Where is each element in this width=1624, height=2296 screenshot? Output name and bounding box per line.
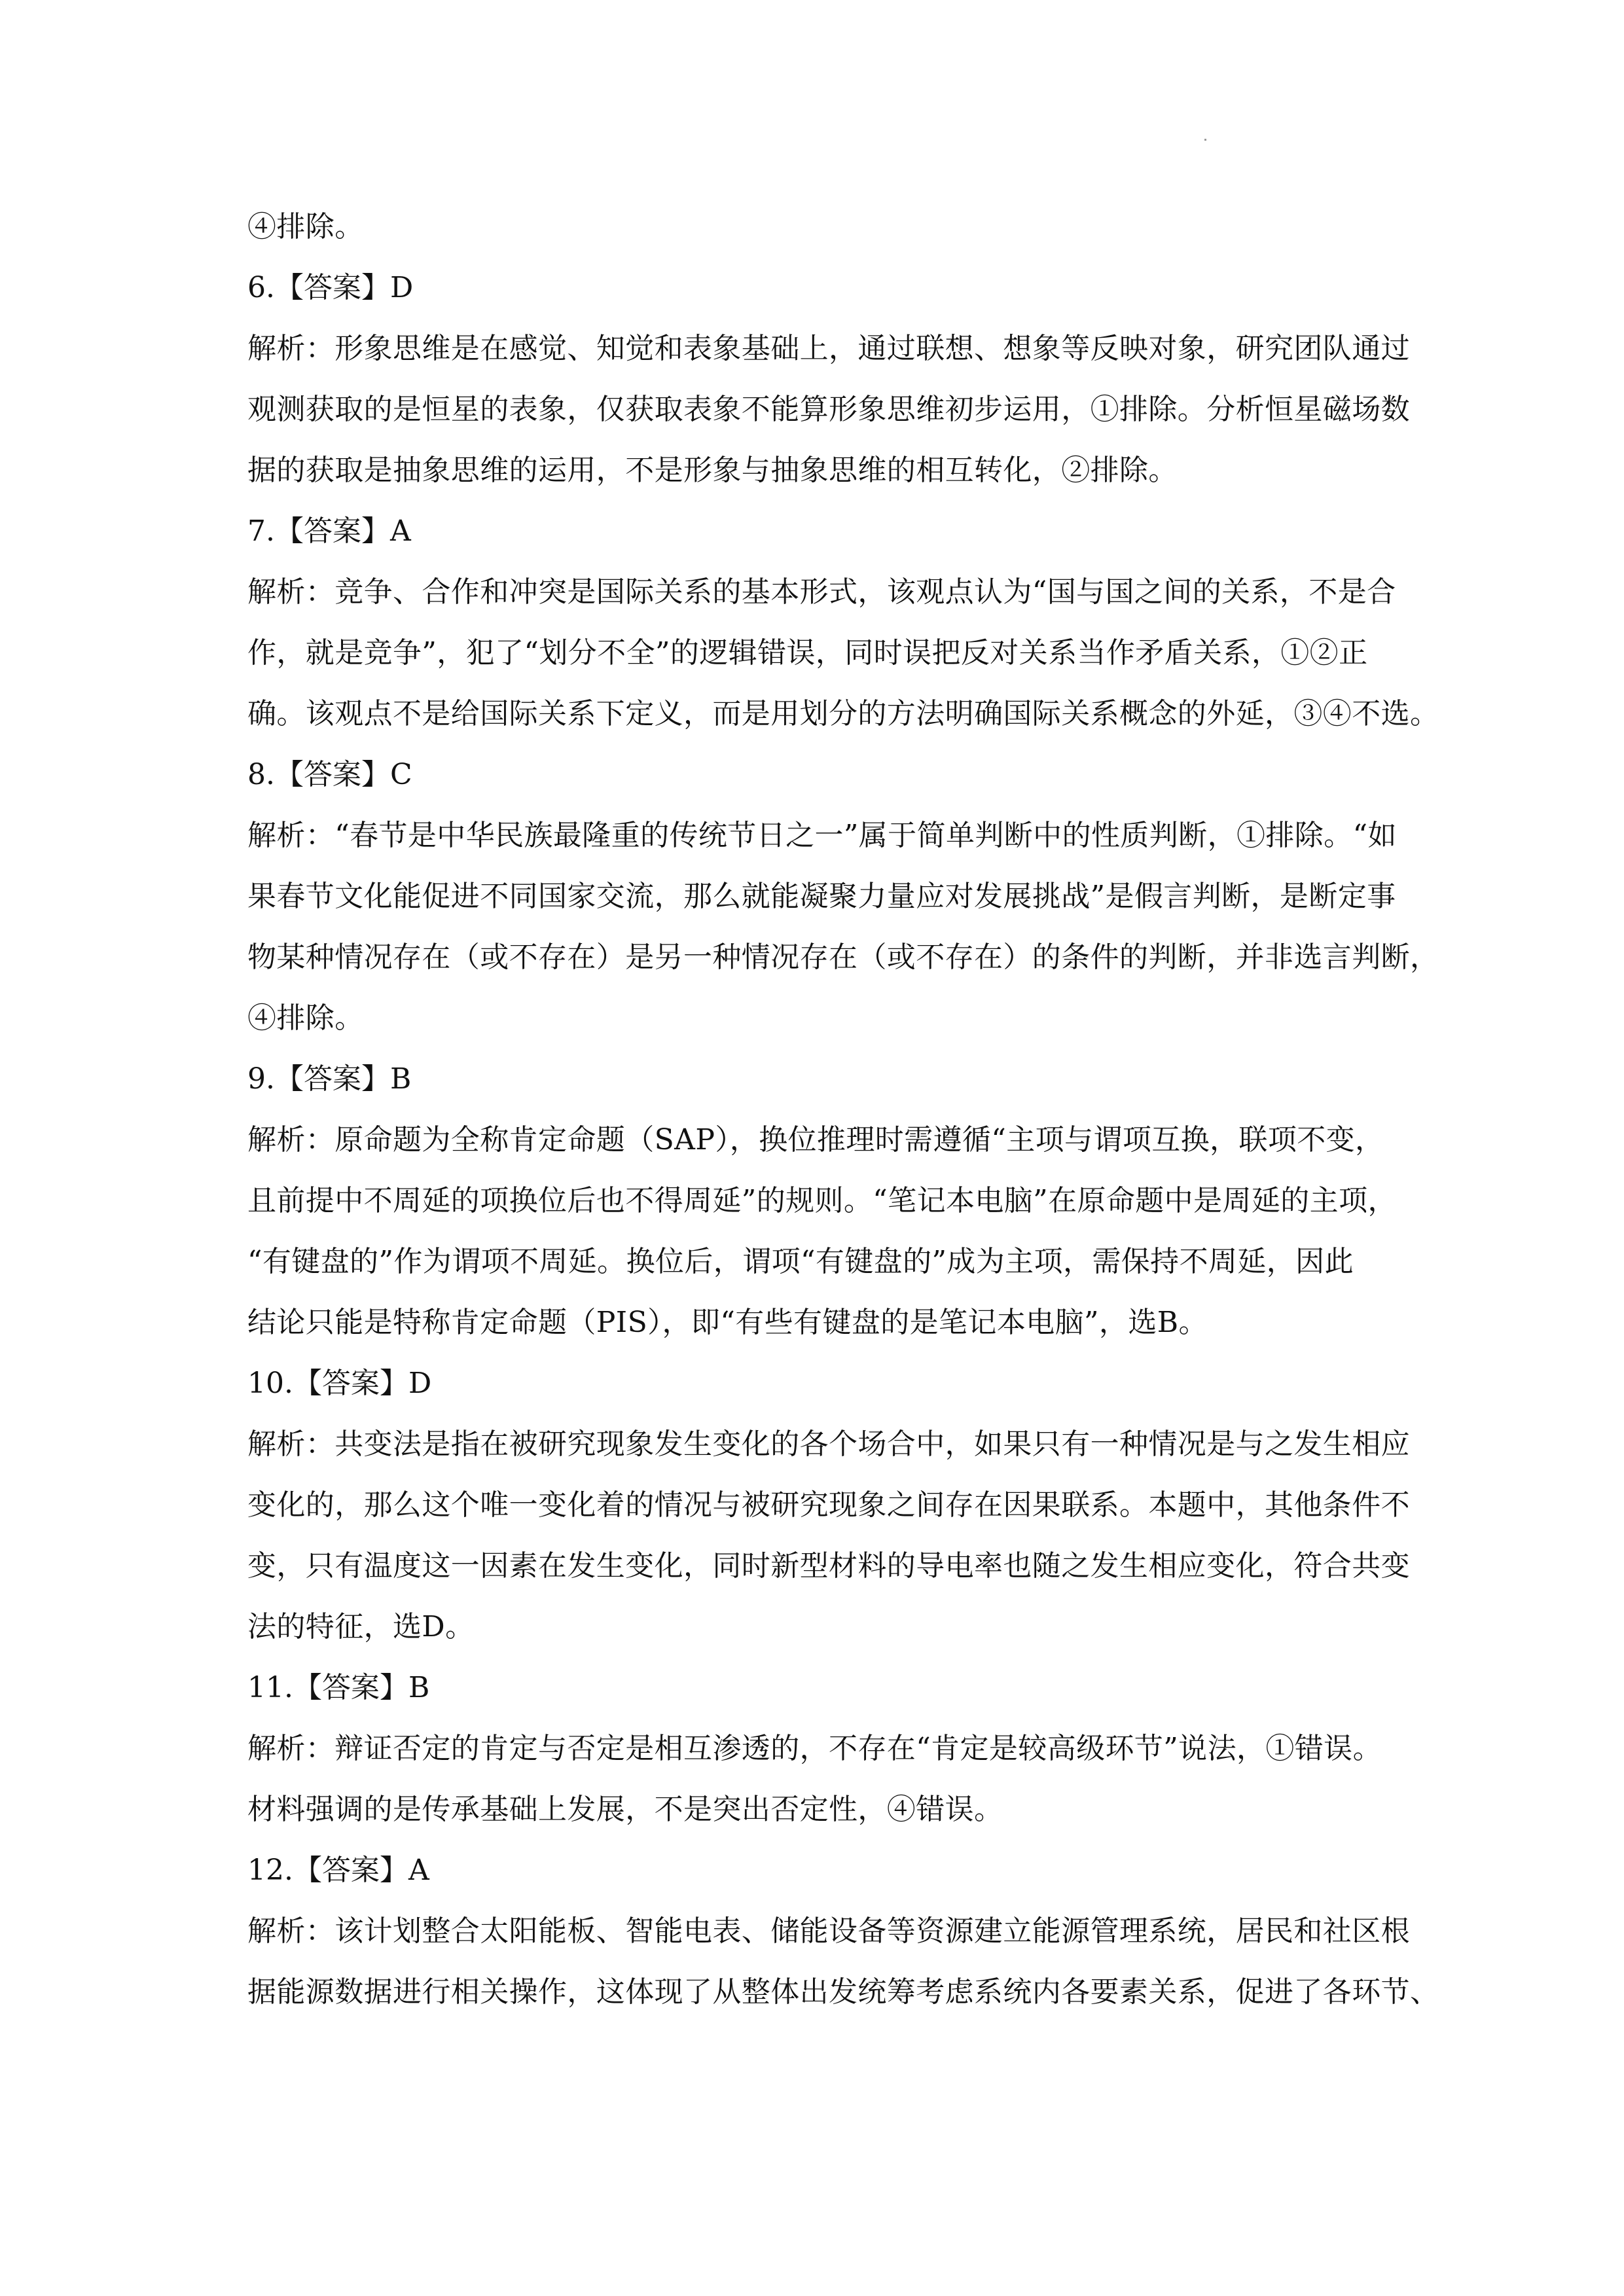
answer-heading: 8.【答案】C: [247, 758, 412, 791]
answer-heading: 6.【答案】D: [247, 271, 414, 304]
explanation-line: 果春节文化能促进不同国家交流，那么就能凝聚力量应对发展挑战”是假言判断，是断定事: [247, 880, 1396, 913]
explanation-line: ④排除。: [247, 1001, 364, 1035]
explanation-line: ④排除。: [247, 210, 364, 243]
explanation-line: 解析：该计划整合太阳能板、智能电表、储能设备等资源建立能源管理系统，居民和社区根: [247, 1914, 1410, 1948]
explanation-line: 物某种情况存在（或不存在）是另一种情况存在（或不存在）的条件的判断，并非选言判断，: [247, 941, 1439, 974]
scan-speck: [1204, 139, 1206, 141]
explanation-line: 确。该观点不是给国际关系下定义，而是用划分的方法明确国际关系概念的外延，③④不选。: [247, 697, 1439, 730]
answer-heading: 12.【答案】A: [247, 1854, 429, 1887]
explanation-line: 解析：形象思维是在感觉、知觉和表象基础上，通过联想、想象等反映对象，研究团队通过: [247, 332, 1410, 365]
answer-heading: 10.【答案】D: [247, 1367, 432, 1400]
document-page: [247, 196, 1439, 2022]
explanation-line: 解析：共变法是指在被研究现象发生变化的各个场合中，如果只有一种情况是与之发生相应: [247, 1427, 1410, 1461]
explanation-line: 解析：“春节是中华民族最隆重的传统节日之一”属于简单判断中的性质判断，①排除。“如: [247, 819, 1397, 852]
explanation-line: 材料强调的是传承基础上发展，不是突出否定性，④错误。: [247, 1793, 1003, 1826]
answer-heading: 7.【答案】A: [247, 514, 411, 548]
explanation-line: 据能源数据进行相关操作，这体现了从整体出发统筹考虑系统内各要素关系，促进了各环节、: [247, 1975, 1439, 2009]
answer-heading: 9.【答案】B: [247, 1062, 412, 1096]
explanation-line: 变化的，那么这个唯一变化着的情况与被研究现象之间存在因果联系。本题中，其他条件不: [247, 1488, 1410, 1522]
explanation-line: 解析：竞争、合作和冲突是国际关系的基本形式，该观点认为“国与国之间的关系，不是合: [247, 575, 1396, 609]
explanation-line: 观测获取的是恒星的表象，仅获取表象不能算形象思维初步运用，①排除。分析恒星磁场数: [247, 393, 1410, 426]
explanation-line: 解析：辩证否定的肯定与否定是相互渗透的，不存在“肯定是较高级环节”说法，①错误。: [247, 1732, 1382, 1765]
explanation-line: 解析：原命题为全称肯定命题（SAP），换位推理时需遵循“主项与谓项互换，联项不变，: [247, 1123, 1384, 1157]
explanation-line: 结论只能是特称肯定命题（PIS），即“有些有键盘的是笔记本电脑”，选B。: [247, 1306, 1208, 1339]
explanation-line: 据的获取是抽象思维的运用，不是形象与抽象思维的相互转化，②排除。: [247, 454, 1178, 487]
explanation-line: “有键盘的”作为谓项不周延。换位后，谓项“有键盘的”成为主项，需保持不周延，因此: [247, 1245, 1354, 1278]
explanation-line: 法的特征，选D。: [247, 1610, 475, 1643]
explanation-line: 变，只有温度这一因素在发生变化，同时新型材料的导电率也随之发生相应变化，符合共变: [247, 1549, 1410, 1583]
explanation-line: 且前提中不周延的项换位后也不得周延”的规则。“笔记本电脑”在原命题中是周延的主项，: [247, 1184, 1397, 1217]
explanation-line: 作，就是竞争”，犯了“划分不全”的逻辑错误，同时误把反对关系当作矛盾关系，①②正: [247, 636, 1368, 670]
answer-heading: 11.【答案】B: [247, 1671, 430, 1704]
